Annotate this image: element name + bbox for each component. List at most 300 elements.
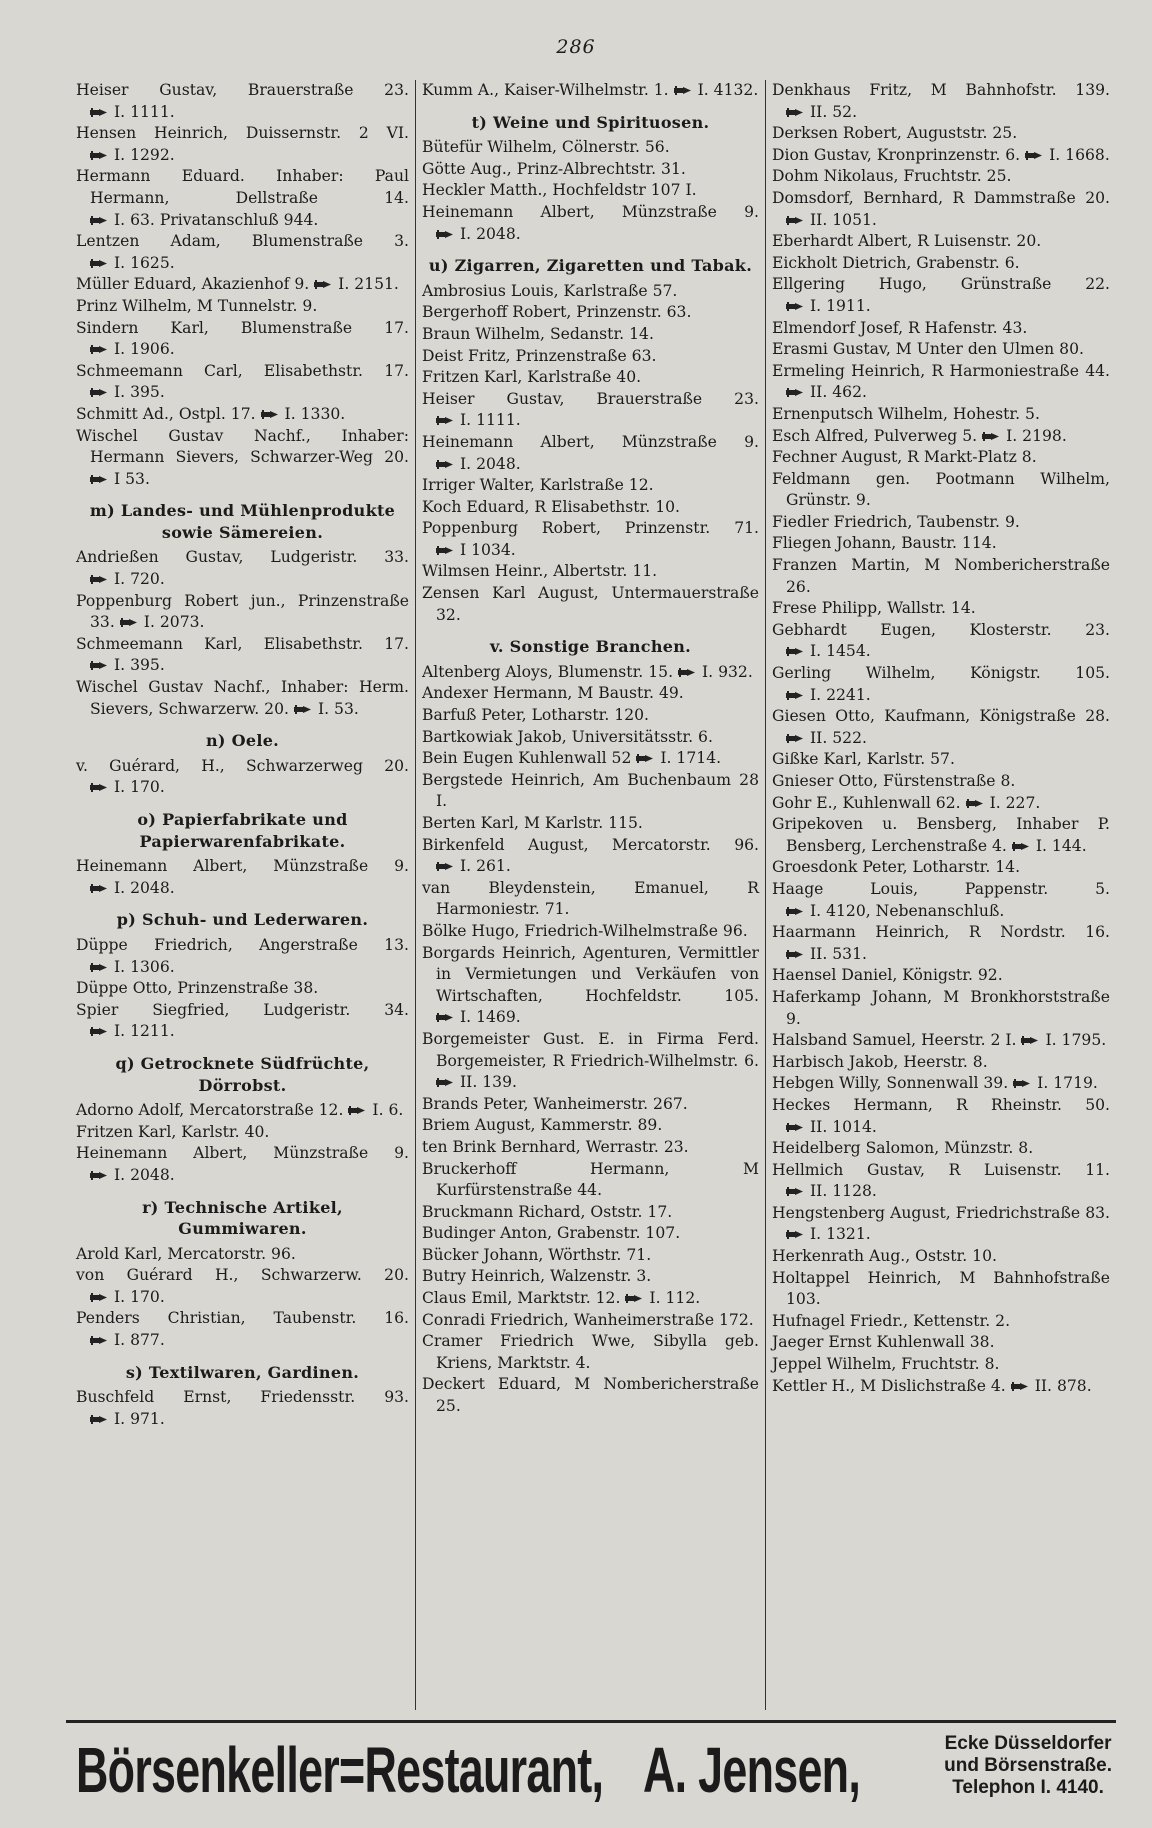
telephone-hand-icon (348, 1105, 368, 1116)
directory-entry (772, 274, 1110, 317)
entry-text: Gerling Wilhelm, Königstr. 105. (772, 664, 1110, 683)
telephone-hand-icon (120, 617, 140, 628)
directory-entry (76, 166, 409, 231)
entry-text: Andrießen Gustav, Ludgeristr. 33. (76, 548, 409, 567)
entry-text: Ernenputsch Wilhelm, Hohestr. 5. (772, 404, 1040, 423)
directory-entry (422, 1245, 759, 1267)
telephone-text: I. 1795. (1045, 1031, 1107, 1050)
directory-entry (422, 770, 759, 813)
section-heading: s) Textilwaren, Gardinen. (125, 1362, 360, 1382)
section-heading: t) Weine und Spirituosen. (471, 112, 710, 132)
telephone-text: II. 522. (810, 728, 867, 747)
entry-text: Borgards Heinrich, Agenturen, Vermittler in Vermietungen und Verkäufen von Wirtschaften, Hochfeldstr. 105. (422, 943, 759, 1005)
telephone-hand-icon (982, 431, 1002, 442)
entry-text: Arold Karl, Mercatorstr. 96. (76, 1244, 296, 1263)
directory-entry (76, 123, 409, 166)
directory-entry (422, 835, 759, 878)
entry-text: Hensen Heinrich, Duissernstr. 2 VI. (76, 124, 409, 143)
telephone-hand-icon (1021, 1035, 1041, 1046)
telephone-hand-icon (1013, 1078, 1033, 1089)
directory-entry (772, 1376, 1110, 1398)
entry-text: Haarmann Heinrich, R Nordstr. 16. (772, 923, 1110, 942)
directory-entry (772, 922, 1110, 965)
entry-text: Dion Gustav, Kronprinzenstr. 6. (772, 145, 1021, 164)
telephone-text: I. 170. (114, 778, 165, 797)
directory-entry (772, 447, 1110, 469)
entry-text: Schmeemann Karl, Elisabethstr. 17. (76, 634, 409, 653)
telephone-text: I. 2048. (114, 878, 175, 897)
directory-entry (422, 518, 759, 561)
telephone-hand-icon (436, 229, 456, 240)
telephone-number (90, 254, 175, 272)
directory-entry (422, 561, 759, 583)
directory-entry (422, 1266, 759, 1288)
telephone-hand-icon (786, 733, 806, 744)
telephone-hand-icon (1011, 1381, 1031, 1392)
telephone-number (90, 146, 175, 164)
telephone-number (90, 958, 175, 976)
directory-entry (422, 705, 759, 727)
page-number: 286 (556, 36, 596, 58)
telephone-text: I. 4132. (697, 81, 759, 99)
entry-text: Berten Karl, M Karlstr. 115. (422, 814, 643, 832)
entry-text: Eickholt Dietrich, Grabenstr. 6. (772, 253, 1020, 272)
entry-text: Elmendorf Josef, R Hafenstr. 43. (772, 318, 1028, 337)
entry-text: Giesen Otto, Kaufmann, Königstraße 28. (772, 707, 1110, 726)
telephone-number (966, 794, 1041, 812)
telephone-hand-icon (90, 215, 110, 226)
entry-text: Düppe Otto, Prinzenstraße 38. (76, 979, 319, 998)
entry-text: Frese Philipp, Wallstr. 14. (772, 599, 976, 618)
directory-entry (772, 771, 1110, 793)
advertisement-footer (66, 1720, 1116, 1821)
directory-entry (422, 367, 759, 389)
entry-text: Erasmi Gustav, M Unter den Ulmen 80. (772, 340, 1084, 359)
directory-entry (772, 1138, 1110, 1160)
telephone-text: I. 1211. (114, 1022, 175, 1041)
telephone-hand-icon (90, 258, 110, 269)
column-3 (765, 80, 1116, 1710)
directory-entry (772, 1311, 1110, 1333)
directory-entry (772, 361, 1110, 404)
telephone-hand-icon (786, 1186, 806, 1197)
directory-entry (422, 1029, 759, 1094)
directory-entry (772, 1095, 1110, 1138)
telephone-number (786, 297, 871, 315)
directory-entry (422, 475, 759, 497)
telephone-text: I. 932. (702, 662, 753, 681)
entry-text: Hufnagel Friedr., Kettenstr. 2. (772, 1311, 1011, 1330)
directory-entry (772, 879, 1110, 922)
directory-entry (76, 634, 409, 677)
entry-text: Penders Christian, Taubenstr. 16. (76, 1309, 409, 1328)
entry-text: Sindern Karl, Blumenstraße 17. (76, 318, 409, 337)
telephone-hand-icon (90, 107, 110, 118)
entry-text: Hermann Eduard. Inhaber: Paul Hermann, Dellstraße 14. (76, 167, 409, 207)
telephone-hand-icon (786, 646, 806, 657)
directory-entry (76, 231, 409, 274)
telephone-text: II. 139. (460, 1073, 517, 1092)
directory-entry (76, 1143, 409, 1186)
entry-text: Fiedler Friedrich, Taubenstr. 9. (772, 512, 1020, 531)
directory-entry (422, 1202, 759, 1224)
telephone-hand-icon (90, 782, 110, 793)
telephone-hand-icon (786, 906, 806, 917)
entry-text: Bein Eugen Kuhlenwall 52 (422, 749, 632, 768)
entry-text: Andexer Hermann, M Baustr. 49. (422, 684, 684, 703)
telephone-text: II. 1128. (810, 1182, 877, 1201)
telephone-text: I. 2198. (1006, 426, 1067, 445)
entry-text: Jaeger Ernst Kuhlenwall 38. (772, 1333, 995, 1352)
entry-text: Fritzen Karl, Karlstraße 40. (422, 368, 642, 387)
directory-entry (76, 274, 409, 296)
directory-entry (772, 814, 1110, 857)
directory-entry (422, 1137, 759, 1159)
entry-text: Hebgen Willy, Sonnenwall 39. (772, 1074, 1009, 1093)
entry-text: Spier Siegfried, Ludgeristr. 34. (76, 1000, 409, 1019)
section-heading: n) Oele. (205, 731, 280, 751)
directory-entry (422, 1288, 759, 1310)
telephone-text: I. 1454. (810, 642, 871, 661)
telephone-text: II. 531. (810, 944, 867, 963)
directory-entry (772, 706, 1110, 749)
entry-text: Ellgering Hugo, Grünstraße 22. (772, 275, 1110, 294)
telephone-hand-icon (90, 660, 110, 671)
telephone-number (90, 340, 175, 358)
telephone-number (120, 613, 205, 631)
entry-text: Gohr E., Kuhlenwall 62. (772, 793, 961, 812)
entry-text: Bergstede Heinrich, Am Buchenbaum 28 I. (422, 770, 759, 811)
telephone-hand-icon (1025, 150, 1045, 161)
telephone-text: I. 1111. (460, 411, 521, 430)
directory-entry (772, 533, 1110, 555)
telephone-number (90, 103, 175, 121)
directory-entry (422, 497, 759, 519)
telephone-hand-icon (786, 107, 806, 118)
telephone-number (90, 570, 165, 588)
entry-text: Haage Louis, Pappenstr. 5. (772, 879, 1110, 898)
entry-text: Hengstenberg August, Friedrichstraße 83. (772, 1203, 1110, 1222)
telephone-number (786, 642, 871, 660)
telephone-text: I. 63. Privatanschluß 944. (114, 210, 319, 229)
entry-text: Bölke Hugo, Friedrich-Wilhelmstraße 96. (422, 921, 748, 940)
telephone-hand-icon (90, 962, 110, 973)
telephone-number (786, 902, 1004, 920)
telephone-text: I. 53. (317, 699, 359, 718)
telephone-hand-icon (966, 798, 986, 809)
telephone-hand-icon (314, 279, 334, 290)
telephone-number (786, 1118, 877, 1136)
telephone-number (436, 1008, 521, 1026)
telephone-text: I. 2151. (338, 275, 399, 294)
telephone-hand-icon (90, 1292, 110, 1303)
entry-text: Bruckmann Richard, Oststr. 17. (422, 1202, 673, 1221)
directory-entry (772, 1073, 1110, 1095)
directory-entry (76, 318, 409, 361)
directory-entry (772, 1354, 1110, 1376)
entry-text: Wischel Gustav Nachf., Inhaber: Herm. Sievers, Schwarzerw. 20. (76, 678, 409, 718)
section-heading: u) Zigarren, Zigaretten und Tabak. (428, 256, 753, 276)
telephone-number (1013, 1074, 1098, 1092)
entry-text: Heckler Matth., Hochfeldstr 107 I. (422, 181, 697, 200)
telephone-number (982, 427, 1067, 445)
directory-entry (772, 1030, 1110, 1052)
telephone-text: II. 1051. (810, 210, 877, 229)
telephone-text: II. 1014. (810, 1117, 877, 1136)
telephone-number (436, 541, 516, 559)
directory-entry (772, 123, 1110, 145)
telephone-number (1021, 1031, 1106, 1049)
entry-text: Derksen Robert, Auguststr. 25. (772, 124, 1018, 143)
telephone-number (90, 1022, 175, 1040)
entry-text: Wilmsen Heinr., Albertstr. 11. (422, 562, 658, 581)
telephone-number (636, 749, 721, 767)
entry-text: Barfuß Peter, Lotharstr. 120. (422, 706, 650, 725)
entry-text: Gnieser Otto, Fürstenstraße 8. (772, 772, 1016, 790)
directory-entry (76, 426, 409, 491)
entry-text: Cramer Friedrich Wwe, Sibylla geb. Kriens, Marktstr. 4. (422, 1332, 759, 1372)
telephone-hand-icon (678, 667, 698, 678)
entry-text: Harbisch Jakob, Heerstr. 8. (772, 1052, 988, 1071)
directory-entry (772, 663, 1110, 706)
directory-entry (422, 813, 759, 835)
telephone-text: I. 1719. (1037, 1074, 1098, 1093)
entry-text: Eberhardt Albert, R Luisenstr. 20. (772, 232, 1042, 251)
entry-text: Gißke Karl, Karlstr. 57. (772, 750, 955, 769)
entry-text: Esch Alfred, Pulverweg 5. (772, 426, 978, 445)
telephone-hand-icon (786, 690, 806, 701)
telephone-number (436, 411, 521, 429)
telephone-text: I. 1911. (810, 296, 871, 315)
entry-text: Düppe Friedrich, Angerstraße 13. (76, 935, 409, 954)
telephone-text: I. 6. (372, 1101, 404, 1120)
directory-entry (76, 1122, 409, 1144)
directory-entry (772, 598, 1110, 620)
telephone-number (786, 211, 877, 229)
directory-entry (76, 296, 409, 318)
entry-text: Heinemann Albert, Münzstraße 9. (76, 1144, 409, 1163)
column-2 (415, 80, 765, 1710)
entry-text: Heinemann Albert, Münzstraße 9. (422, 202, 759, 221)
telephone-text: I. 2048. (114, 1165, 175, 1184)
directory-entry (76, 591, 409, 634)
directory-entry (76, 756, 409, 799)
telephone-text: I. 1668. (1049, 145, 1110, 164)
entry-text: Lentzen Adam, Blumenstraße 3. (76, 232, 409, 251)
entry-text: Conradi Friedrich, Wanheimerstraße 172. (422, 1310, 754, 1329)
entry-text: Deckert Eduard, M Nombericherstraße 25. (422, 1375, 759, 1416)
entry-text: Dohm Nikolaus, Fruchtstr. 25. (772, 167, 1012, 186)
entry-text: ten Brink Bernhard, Werrastr. 23. (422, 1137, 689, 1156)
section-heading: q) Getrocknete Südfrüchte, Dörrobst. (115, 1053, 370, 1095)
telephone-number (786, 686, 871, 704)
section-heading: o) Papierfabrikate und Papierwarenfabrikate. (137, 810, 348, 851)
telephone-text: I. 720. (114, 570, 165, 589)
directory-entry (772, 404, 1110, 426)
telephone-hand-icon (786, 387, 806, 398)
entry-text: Bergerhoff Robert, Prinzenstr. 63. (422, 303, 692, 322)
telephone-hand-icon (1012, 841, 1032, 852)
directory-entry (772, 1160, 1110, 1203)
entry-text: Haensel Daniel, Königstr. 92. (772, 966, 1003, 985)
directory-entry (422, 281, 759, 303)
directory-entry (76, 1265, 409, 1308)
entry-text: Hellmich Gustav, R Luisenstr. 11. (772, 1160, 1110, 1179)
entry-text: Heidelberg Salomon, Münzstr. 8. (772, 1139, 1034, 1158)
directory-entry (422, 1331, 759, 1374)
restaurant-owner: A. Jensen, (643, 1734, 861, 1806)
entry-text: Gebhardt Eugen, Klosterstr. 23. (772, 620, 1110, 639)
entry-text: Butry Heinrich, Walzenstr. 3. (422, 1267, 652, 1286)
directory-entry (422, 324, 759, 346)
entry-text: Braun Wilhelm, Sedanstr. 14. (422, 324, 654, 343)
telephone-hand-icon (436, 1012, 456, 1023)
directory-entry (422, 80, 759, 102)
telephone-text: I. 1714. (660, 749, 722, 768)
telephone-number (1011, 1377, 1092, 1395)
columns-container (70, 80, 1116, 1710)
telephone-text: I. 1906. (114, 340, 175, 359)
entry-text: Bütefür Wilhelm, Cölnerstr. 56. (422, 138, 670, 157)
telephone-hand-icon (261, 409, 281, 420)
telephone-number (674, 81, 759, 99)
directory-entry (772, 749, 1110, 771)
entry-text: Brands Peter, Wanheimerstr. 267. (422, 1094, 688, 1113)
directory-entry (422, 727, 759, 749)
telephone-number (261, 405, 346, 423)
telephone-number (90, 1410, 165, 1428)
directory-entry (422, 683, 759, 705)
directory-entry (772, 339, 1110, 361)
directory-entry (422, 389, 759, 432)
directory-entry (76, 361, 409, 404)
directory-entry (422, 662, 759, 684)
entry-text: Kumm A., Kaiser-Wilhelmstr. 1. (422, 81, 669, 99)
telephone-hand-icon (90, 574, 110, 585)
entry-text: Heckes Hermann, R Rheinstr. 50. (772, 1095, 1110, 1114)
directory-entry (772, 318, 1110, 340)
telephone-hand-icon (636, 753, 656, 764)
directory-entry (772, 1246, 1110, 1268)
directory-entry (772, 80, 1110, 123)
section-heading: v. Sonstige Branchen. (489, 637, 692, 657)
directory-entry (422, 1159, 759, 1202)
entry-text: Groesdonk Peter, Lotharstr. 14. (772, 858, 1021, 877)
telephone-number (90, 1288, 165, 1306)
directory-entry (772, 166, 1110, 188)
entry-text: Gripekoven u. Bensberg, Inhaber P. Bensberg, Lerchenstraße 4. (772, 815, 1110, 855)
telephone-hand-icon (674, 85, 694, 96)
telephone-text: I. 112. (649, 1289, 701, 1308)
telephone-text: I. 1111. (114, 102, 175, 121)
entry-text: Ermeling Heinrich, R Harmoniestraße 44. (772, 361, 1110, 380)
section-heading: p) Schuh- und Lederwaren. (116, 910, 369, 930)
telephone-text: I. 395. (114, 656, 165, 675)
telephone-number (436, 225, 521, 243)
telephone-text: II. 52. (810, 102, 858, 121)
directory-entry (422, 302, 759, 324)
entry-text: Franzen Martin, M Nombericherstraße 26. (772, 556, 1110, 596)
directory-entry (76, 1100, 409, 1122)
telephone-text: I. 2073. (143, 613, 205, 632)
telephone-hand-icon (436, 861, 456, 872)
directory-entry (76, 856, 409, 899)
telephone-text: I. 144. (1035, 836, 1087, 855)
section-heading: r) Technische Artikel, Gummiwaren. (142, 1197, 343, 1239)
telephone-text: I. 1292. (114, 145, 175, 164)
directory-entry (772, 512, 1110, 534)
directory-entry (422, 943, 759, 1029)
directory-entry (422, 1115, 759, 1137)
telephone-number (786, 1182, 877, 1200)
telephone-hand-icon (786, 1122, 806, 1133)
telephone-number (90, 211, 318, 229)
telephone-number (1012, 837, 1087, 855)
directory-entry (772, 469, 1110, 512)
entry-text: von Guérard H., Schwarzerw. 20. (76, 1266, 409, 1285)
entry-text: Fritzen Karl, Karlstr. 40. (76, 1122, 270, 1141)
address-line: und Börsenstraße. (944, 1755, 1112, 1776)
telephone-number (348, 1101, 403, 1119)
entry-text: Halsband Samuel, Heerstr. 2 I. (772, 1031, 1017, 1050)
telephone-hand-icon (786, 215, 806, 226)
telephone-number (786, 729, 867, 747)
directory-entry (76, 80, 409, 123)
telephone-text: I. 1469. (460, 1008, 521, 1027)
directory-entry (422, 748, 759, 770)
telephone-hand-icon (436, 459, 456, 470)
telephone-text: II. 462. (810, 383, 867, 402)
entry-text: Herkenrath Aug., Oststr. 10. (772, 1247, 997, 1266)
directory-entry (422, 137, 759, 159)
telephone-text: I. 1330. (284, 404, 346, 423)
entry-text: Fechner August, R Markt-Platz 8. (772, 448, 1037, 467)
directory-entry (422, 921, 759, 943)
directory-entry (422, 202, 759, 245)
directory-entry (76, 404, 409, 426)
directory-entry (772, 231, 1110, 253)
telephone-hand-icon (90, 1170, 110, 1181)
telephone-number (90, 1331, 165, 1349)
entry-text: Heiser Gustav, Brauerstraße 23. (76, 81, 409, 99)
telephone-hand-icon (436, 545, 456, 556)
directory-entry (76, 547, 409, 590)
telephone-number (786, 103, 857, 121)
entry-text: v. Guérard, H., Schwarzerweg 20. (76, 756, 409, 775)
telephone-hand-icon (625, 1293, 645, 1304)
telephone-text: I 53. (114, 469, 150, 488)
telephone-hand-icon (294, 704, 314, 715)
directory-entry (422, 1374, 759, 1417)
entry-text: Koch Eduard, R Elisabethstr. 10. (422, 497, 681, 516)
telephone-text: I. 2048. (460, 224, 521, 243)
entry-text: Bruckerhoff Hermann, M Kurfürstenstraße 44. (422, 1159, 759, 1200)
entry-text: Ambrosius Louis, Karlstraße 57. (422, 281, 678, 300)
directory-entry (772, 1203, 1110, 1246)
telephone-hand-icon (90, 344, 110, 355)
entry-text: Zensen Karl August, Untermauerstraße 32. (422, 584, 759, 624)
directory-entry (772, 857, 1110, 879)
telephone-text: I. 1321. (810, 1225, 871, 1244)
telephone-hand-icon (90, 883, 110, 894)
telephone-number (678, 663, 753, 681)
telephone-text: II. 878. (1034, 1376, 1092, 1395)
telephone-number (436, 1073, 517, 1091)
telephone-hand-icon (90, 474, 110, 485)
directory-entry (422, 583, 759, 626)
telephone-number (625, 1289, 700, 1307)
directory-entry (422, 1310, 759, 1332)
